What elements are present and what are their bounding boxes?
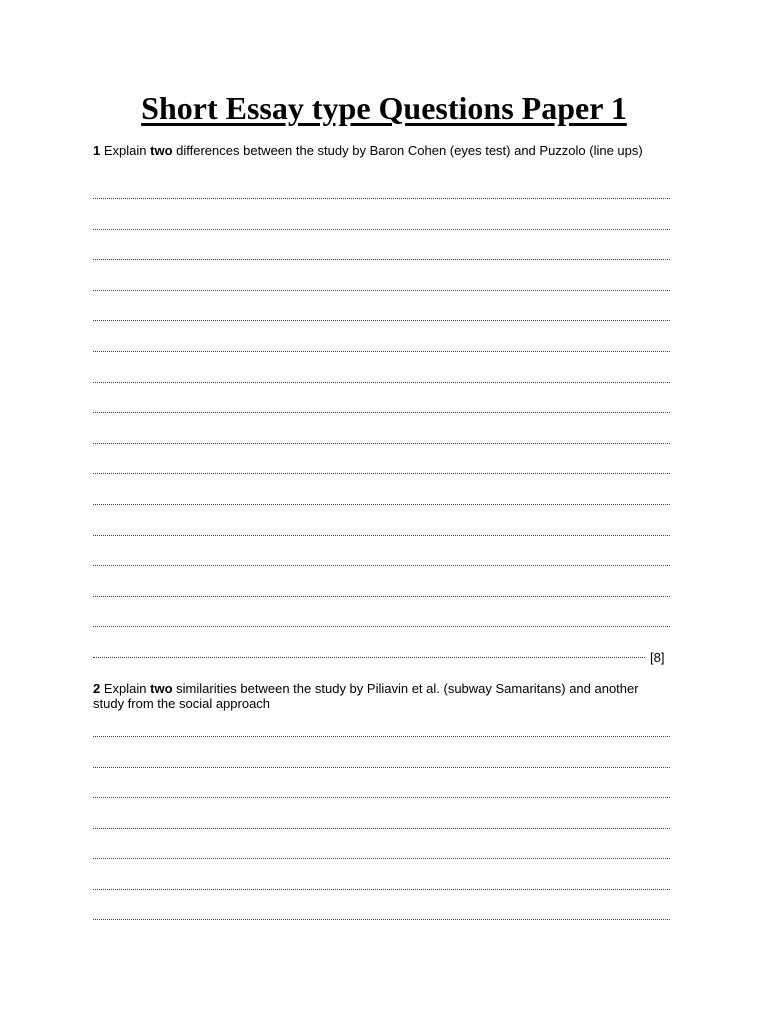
- answer-line: [93, 351, 670, 352]
- answer-line: [93, 504, 670, 505]
- answer-line: [93, 596, 670, 597]
- answer-line: [93, 828, 670, 829]
- marks-label: [8]: [650, 650, 665, 665]
- answer-line: [93, 229, 670, 230]
- answer-line: [93, 565, 670, 566]
- question-text-pre: Explain: [103, 143, 147, 158]
- question-text-pre: Explain: [103, 681, 147, 696]
- answer-line: [93, 797, 670, 798]
- answer-line: [93, 320, 670, 321]
- answer-line: [93, 259, 670, 260]
- answer-line: [93, 657, 645, 658]
- answer-line: [93, 736, 670, 737]
- question-number: 1: [93, 143, 101, 158]
- answer-line: [93, 919, 670, 920]
- question-emphasis: two: [150, 681, 173, 696]
- answer-line: [93, 412, 670, 413]
- question-number: 2: [93, 681, 101, 696]
- answer-line: [93, 767, 670, 768]
- answer-line: [93, 858, 670, 859]
- question-text-post: differences between the study by Baron Cohen (eyes test) and Puzzolo (line ups): [176, 143, 643, 158]
- answer-line: [93, 443, 670, 444]
- answer-line: [93, 198, 670, 199]
- question-emphasis: two: [150, 143, 173, 158]
- answer-line: [93, 535, 670, 536]
- answer-line: [93, 382, 670, 383]
- question-1: [93, 143, 673, 158]
- page-title: Short Essay type Questions Paper 1: [141, 90, 627, 126]
- question-text-post: similarities between the study by Piliavin et al. (subway Samaritans) and another study from the social approach: [93, 681, 639, 711]
- question-2: [93, 681, 673, 711]
- answer-line: [93, 290, 670, 291]
- answer-line: [93, 626, 670, 627]
- answer-line: [93, 473, 670, 474]
- answer-line: [93, 889, 670, 890]
